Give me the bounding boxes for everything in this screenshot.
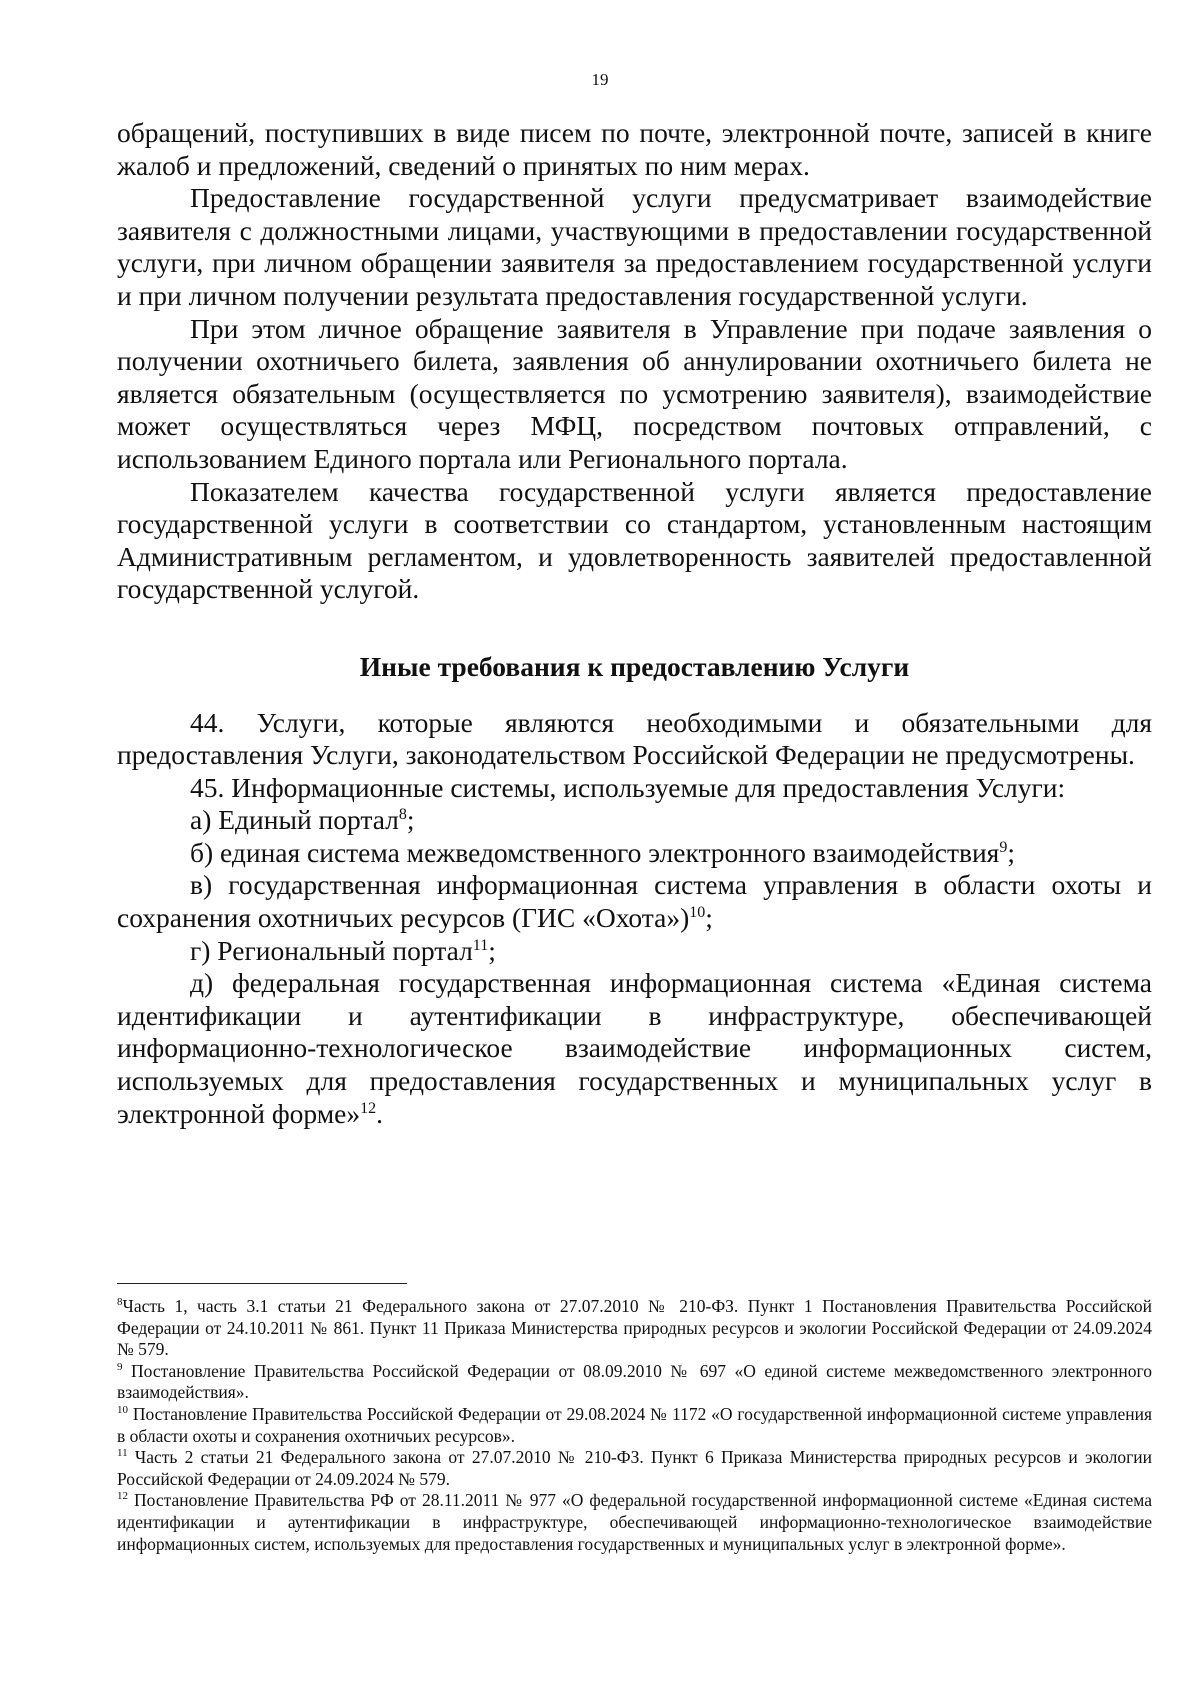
page-number: 19 — [591, 70, 609, 89]
list-item-end: . — [376, 1097, 383, 1129]
footnote-ref[interactable]: 11 — [472, 936, 489, 954]
list-item-end: ; — [406, 804, 415, 836]
paragraph-quality-indicator: Показателем качества государственной услуги является предоставление государственной услуги в соответствии со стандартом, установленным настоящим Административным регламентом, и удовлетворенность заявителей предоставленной государственной услугой. — [117, 475, 1152, 605]
footnote-ref[interactable]: 9 — [999, 838, 1008, 856]
paragraph-continuation: обращений, поступивших в виде писем по почте, электронной почте, записей в книге жалоб и предложений, сведений о принятых по ним мерах. — [117, 117, 1152, 181]
list-item-end: ; — [1007, 836, 1015, 868]
list-item-a — [117, 804, 1152, 837]
footnote-number: 9 — [117, 1360, 123, 1373]
list-item-e — [117, 967, 1152, 1130]
section-heading: Иные требования к предоставлению Услуги — [359, 650, 910, 682]
footnote-number: 10 — [117, 1404, 128, 1417]
list-item-c — [117, 869, 1152, 934]
footnote-ref[interactable]: 12 — [360, 1099, 377, 1117]
paragraph-personal-appeal: При этом личное обращение заявителя в Управление при подаче заявления о получении охотничьего билета, заявления об аннулировании охотничьего билета не является обязательным (осуществляется по усмотрению заявителя), взаимодействие может осуществляться через МФЦ, посредством почтовых отправлений, с использованием Единого портала или Регионального портала. — [117, 312, 1152, 474]
paragraph-interaction: Предоставление государственной услуги предусматривает взаимодействие заявителя с должностными лицами, участвующими в предоставлении государственной услуги, при личном обращении заявителя за предоставлением государственной услуги и при личном получении результата предоставления государственной услуги. — [117, 182, 1152, 311]
list-item-b — [117, 837, 1152, 870]
footnote-number: 11 — [117, 1447, 128, 1460]
list-item-text: в) государственная информационная система управления в области охоты и сохранения охотничьих ресурсов (ГИС «Охота») — [117, 869, 1152, 934]
paragraph-45: 45. Информационные системы, используемые для предоставления Услуги: — [190, 771, 1066, 803]
list-item-end: ; — [705, 902, 713, 934]
footnote-separator — [117, 1283, 407, 1284]
list-item-text: г) Региональный портал — [190, 934, 473, 966]
list-item-text: д) федеральная государственная информационная система «Единая система идентификации и аутентификации в инфраструктуре, обеспечивающей информационно-технологическое взаимодействие информационных систем, используемых для предоставления государственных и муниципальных услуг в электронной форме» — [117, 967, 1152, 1129]
paragraph-44: 44. Услуги, которые являются необходимыми и обязательными для предоставления Услуги, законодательством Российской Федерации не предусмотрены. — [117, 706, 1152, 771]
list-item-text: а) Единый портал — [190, 804, 399, 836]
footnote-text: Постановление Правительства Российской Федерации от 29.08.2024 № 1172 «О государственной информационной системе управления в области охоты и сохранения охотничьих ресурсов». — [117, 1403, 1152, 1446]
footnote-ref[interactable]: 10 — [689, 903, 706, 921]
footnote-8 — [117, 1296, 1152, 1361]
footnote-number: 12 — [117, 1490, 128, 1503]
footnote-12 — [117, 1490, 1152, 1555]
footnote-number: 8 — [117, 1296, 123, 1309]
footnote-ref[interactable]: 8 — [398, 806, 407, 824]
list-item-text: б) единая система межведомственного электронного взаимодействия — [190, 836, 1000, 868]
footnote-text: Часть 1, часть 3.1 статьи 21 Федерального закона от 27.07.2010 № 210-ФЗ. Пункт 1 Постановления Правительства Российской Федерации от 24.10.2011 № 861. Пункт 11 Приказа Министерства природных ресурсов и экологии Российской Федерации от 24.09.2024 № 579. — [117, 1296, 1152, 1360]
footnotes — [117, 1296, 1152, 1555]
document-body — [117, 117, 1152, 1130]
footnote-text: Постановление Правительства РФ от 28.11.2011 № 977 «О федеральной государственной информационной системе «Единая система идентификации и аутентификации в инфраструктуре, обеспечивающей информационно-технологическое взаимодействие информационных систем, используемых для предоставления государственных и муниципальных услуг в электронной форме». — [117, 1490, 1152, 1554]
list-item-d — [117, 935, 1152, 968]
footnote-text: Постановление Правительства Российской Федерации от 08.09.2010 № 697 «О единой системе межведомственного электронного взаимодействия». — [117, 1360, 1152, 1403]
footnote-9 — [117, 1361, 1152, 1404]
footnote-text: Часть 2 статьи 21 Федерального закона от 27.07.2010 № 210-ФЗ. Пункт 6 Приказа Министерства природных ресурсов и экологии Российской Федерации от 24.09.2024 № 579. — [117, 1447, 1152, 1489]
footnote-10 — [117, 1404, 1152, 1447]
footnote-11 — [117, 1447, 1152, 1490]
list-item-end: ; — [488, 934, 496, 966]
